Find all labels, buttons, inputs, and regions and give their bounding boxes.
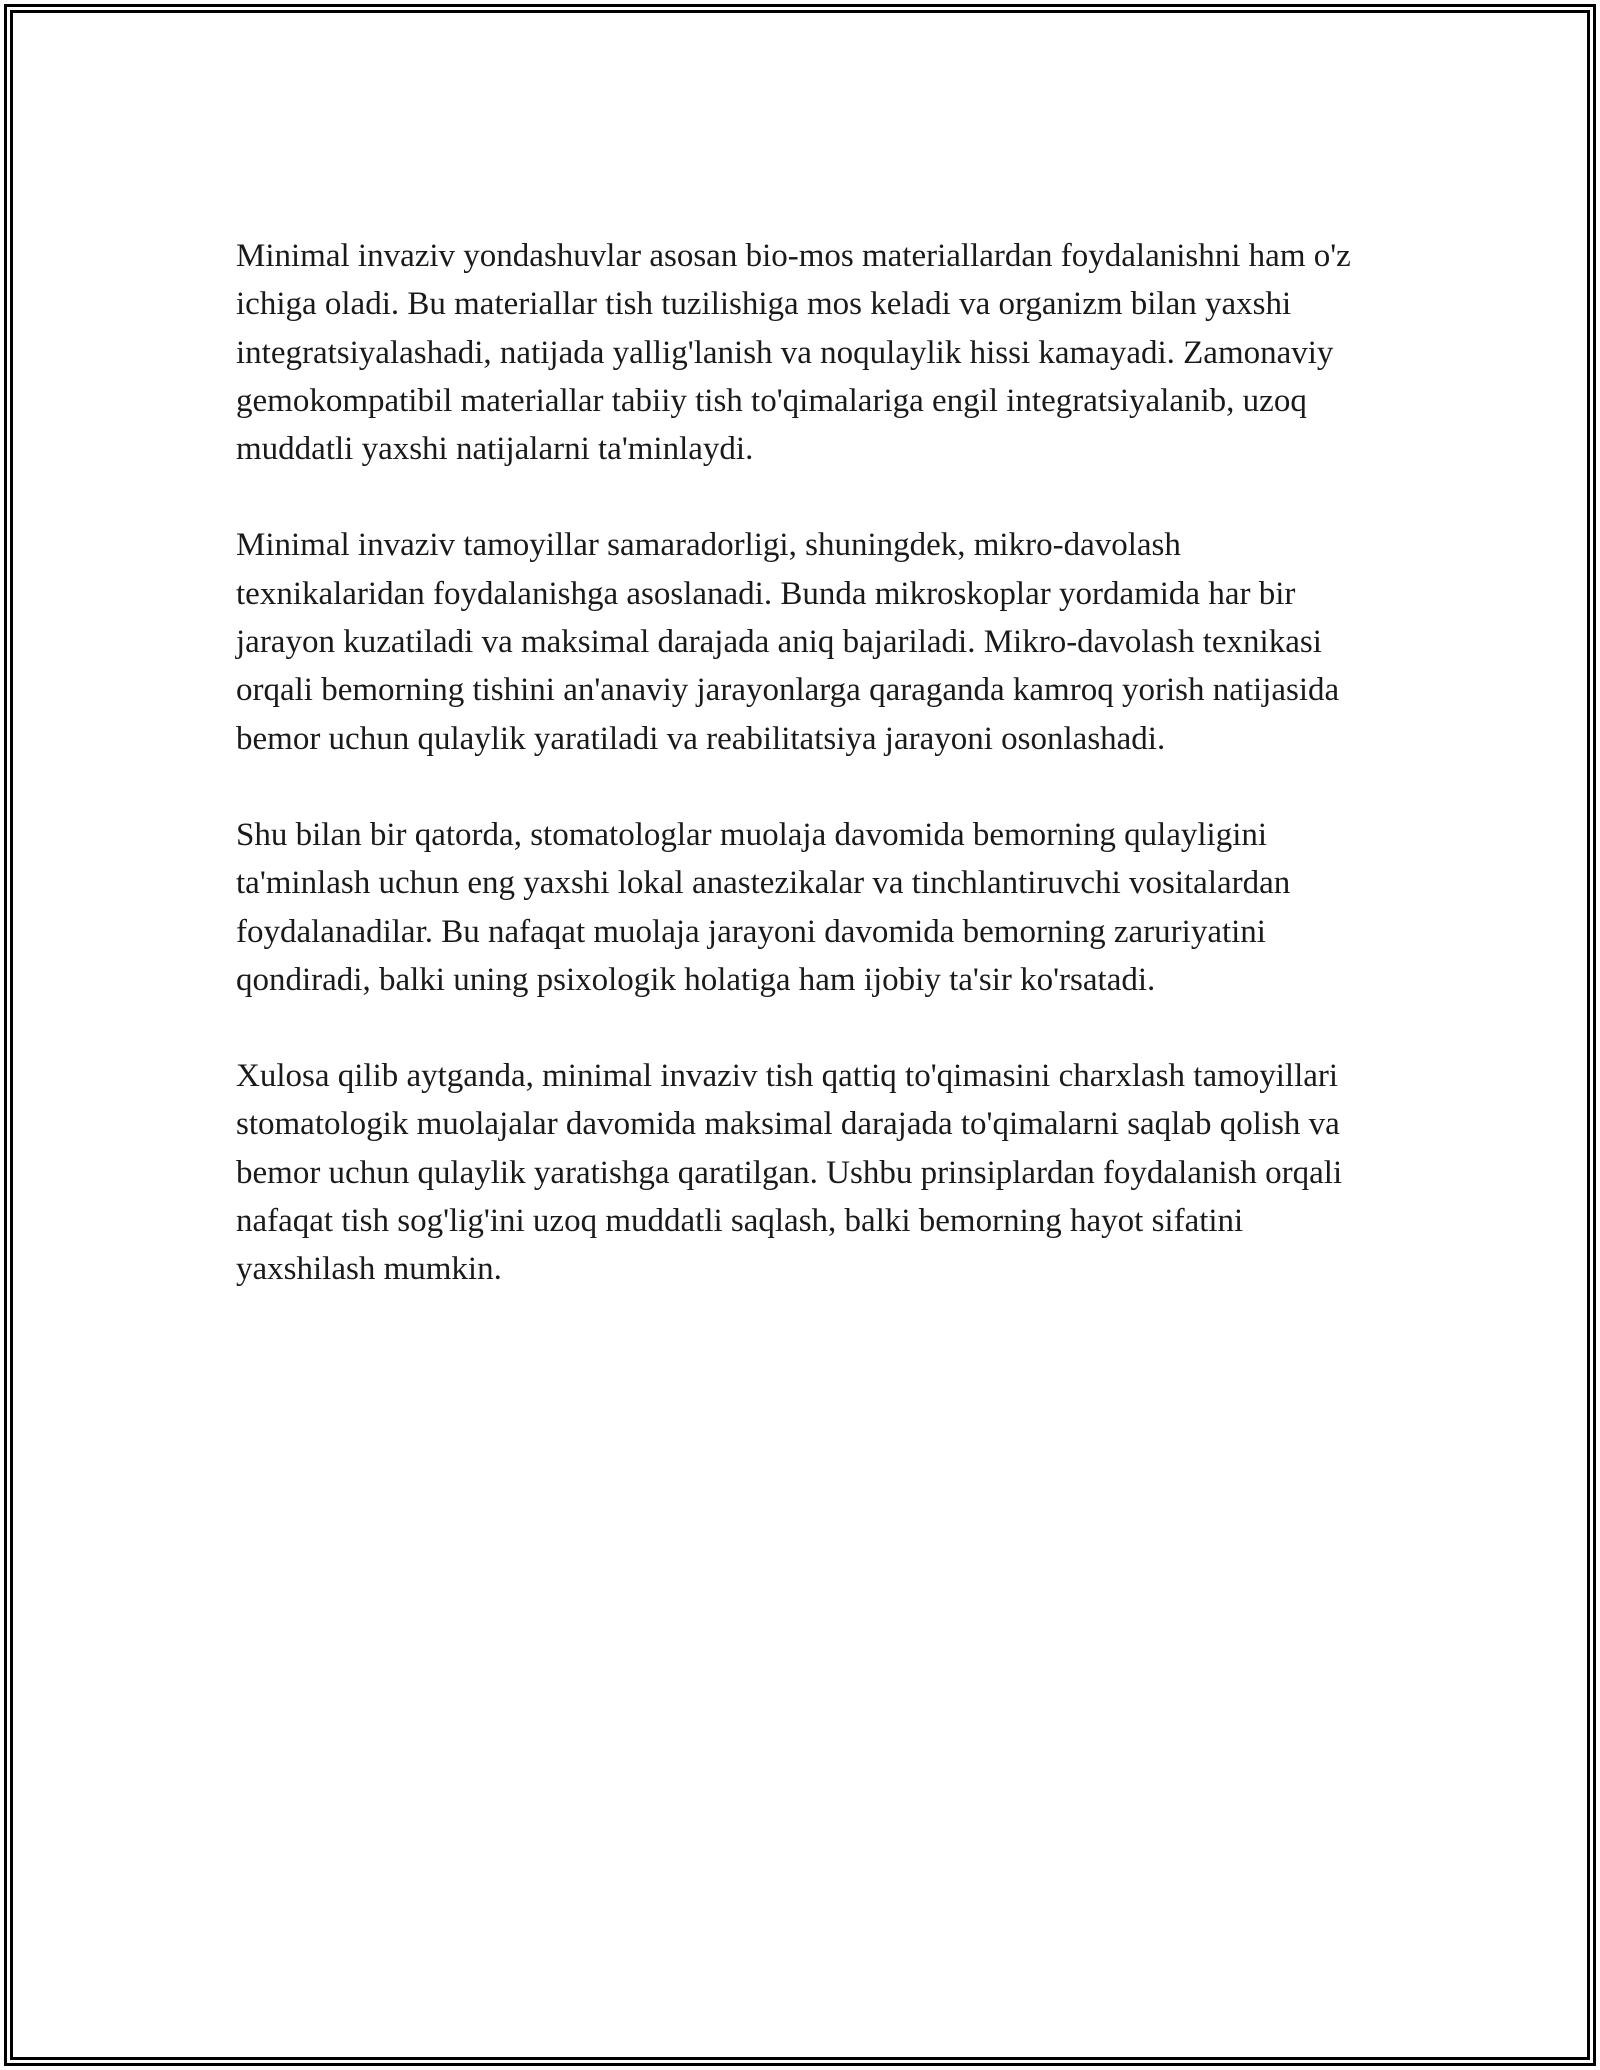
paragraph-bio-compatible-materials: Minimal invaziv yondashuvlar asosan bio-mos materiallardan foydalanishni ham o'z ichiga oladi. Bu materiallar tish tuzilishiga mos keladi va organizm bilan yaxshi integratsiyalashadi, natijada yallig'lanish va noqulaylik hissi kamayadi. Zamonaviy gemokompatibil materiallar tabiiy tish to'qimalariga engil integratsiyalanib, uzoq muddatli yaxshi natijalarni ta'minlaydi. [236, 238, 1351, 468]
paragraph-conclusion: Xulosa qilib aytganda, minimal invaziv tish qattiq to'qimasini charxlash tamoyillari stomatologik muolajalar davomida maksimal darajada to'qimalarni saqlab qolish va bemor uchun qulaylik yaratishga qaratilgan. Ushbu prinsiplardan foydalanish orqali nafaqat tish sog'lig'ini uzoq muddatli saqlash, balki bemorning hayot sifatini yaxshilash mumkin. [236, 1058, 1343, 1288]
paragraph-micro-treatment-techniques: Minimal invaziv tamoyillar samaradorligi, shuningdek, mikro-davolash texnikalaridan foydalanishga asoslanadi. Bunda mikroskoplar yordamida har bir jarayon kuzatiladi va maksimal darajada aniq bajariladi. Mikro-davolash texnikasi orqali bemorning tishini an'anaviy jarayonlarga qaraganda kamroq yorish natijasida bemor uchun qulaylik yaratiladi va reabilitatsiya jarayoni osonlashadi. [236, 527, 1340, 757]
paragraph-patient-comfort: Shu bilan bir qatorda, stomatologlar muolaja davomida bemorning qulayligini ta'minlash uchun eng yaxshi lokal anastezikalar va tinchlantiruvchi vositalardan foydalanadilar. Bu nafaqat muolaja jarayoni davomida bemorning zaruriyatini qondiradi, balki uning psixologik holatiga ham ijobiy ta'sir ko'rsatadi. [236, 816, 1291, 998]
document-body [236, 232, 1376, 1342]
